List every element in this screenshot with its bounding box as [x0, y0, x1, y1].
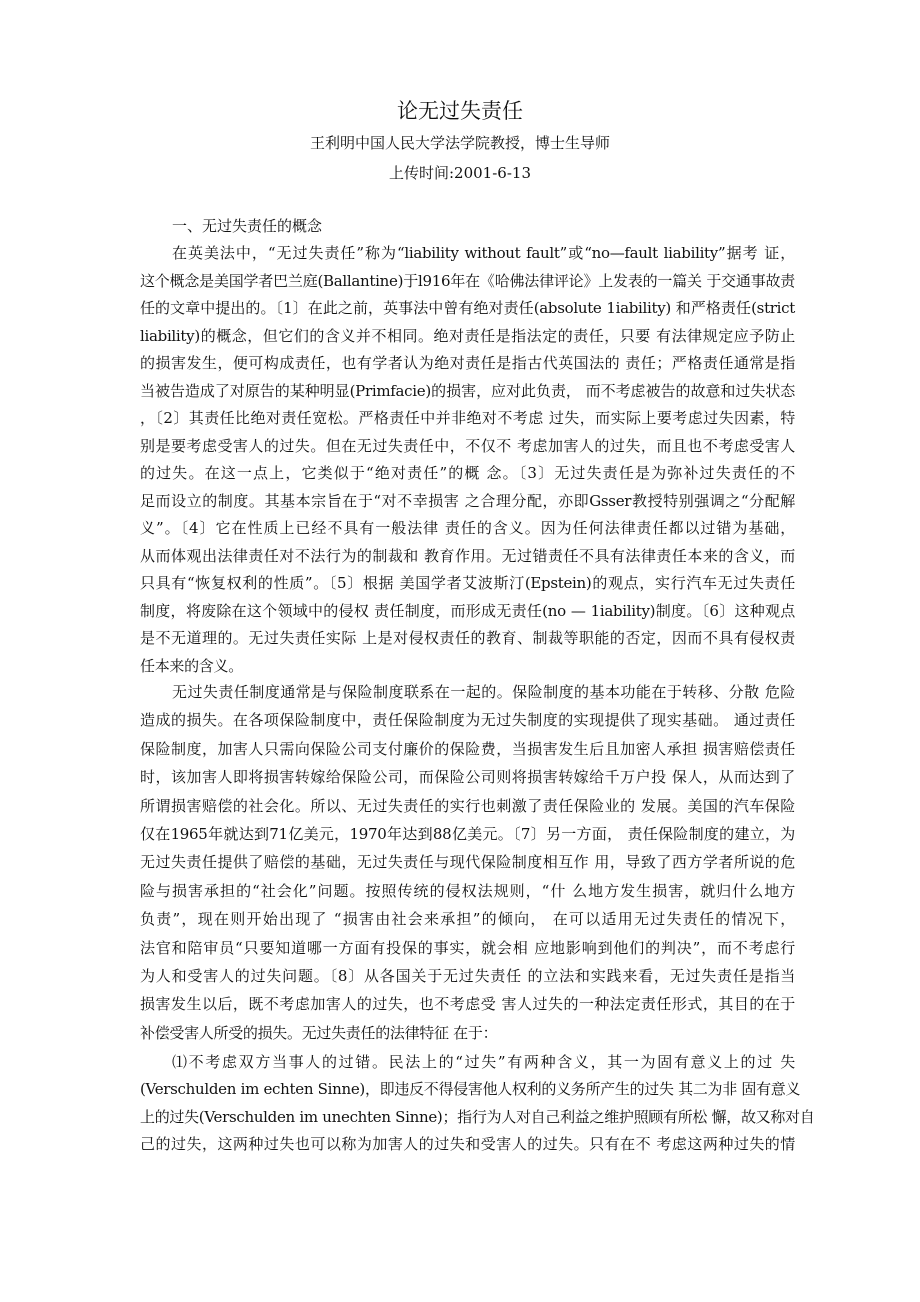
paragraph-2-line: 法官和陪审员“只要知道哪一方面有投保的事实，就会相 应地影响到他们的判决”，而不考虑行 — [140, 938, 795, 957]
paragraph-2-line: 时，该加害人即将损害转嫁给保险公司，而保险公司则将损害转嫁给千万户投 保人，从而达到了 — [140, 768, 795, 787]
paragraph-1-line: 制度，将废除在这个领域中的侵权 责任制度，而形成无责任(no — 1iability)制度。〔6〕这种观点 — [140, 601, 795, 620]
paragraph-2-line: 保险制度，加害人只需向保险公司支付廉价的保险费，当损害发生后且加密人承担 损害赔偿责任 — [140, 739, 795, 758]
paragraph-1-line: 从而体观出法律责任对不法行为的制裁和 教育作用。无过错责任不具有法律责任本来的含义，而 — [140, 546, 795, 565]
paragraph-1-line: 任本来的含义。 — [140, 656, 243, 675]
paragraph-1-line: 这个概念是美国学者巴兰庭(Ballantine)于l916年在《哈佛法律评论》上发表的一篇关 于交通事故责 — [140, 271, 796, 290]
paragraph-1-line: 是不无道理的。无过失责任实际 上是对侵权责任的教育、制裁等职能的否定，因而不具有侵权责 — [140, 629, 795, 647]
document-title: 论无过失责任 — [397, 99, 523, 123]
section-heading: 一、无过失责任的概念 — [172, 217, 323, 235]
paragraph-2-line: 险与损害承担的“社会化”问题。按照传统的侵权法规则，“什 么地方发生损害，就归什么地方 — [140, 881, 795, 900]
paragraph-1-line: 义”。〔4〕它在性质上已经不具有一般法律 责任的含义。因为任何法律责任都以过错为基础， — [140, 519, 795, 537]
paragraph-1-line: 的过失。在这一点上，它类似于“绝对责任”的概 念。〔3〕无过失责任是为弥补过失责任的不 — [140, 464, 795, 482]
paragraph-2-line: 无过失责任提供了赔偿的基础，无过失责任与现代保险制度相互作 用，导致了西方学者所说的危 — [140, 853, 795, 872]
paragraph-2-line: 为人和受害人的过失问题。〔8〕从各国关于无过失责任 的立法和实践来看，无过失责任是指当 — [140, 967, 795, 985]
paragraph-3-line: ⑴不考虑双方当事人的过错。民法上的“过失”有两种含义，其一为固有意义上的过 失 — [172, 1053, 795, 1071]
paragraph-2-line: 无过失责任制度通常是与保险制度联系在一起的。保险制度的基本功能在于转移、分散 危险 — [172, 683, 795, 701]
paragraph-2-line: 仅在1965年就达到71亿美元，1970年达到88亿美元。〔7〕另一方面， 责任保险制度的建立，为 — [140, 825, 795, 843]
paragraph-1-line: ，〔2〕其责任比绝对责任宽松。严格责任中并非绝对不考虑 过失，而实际上要考虑过失因素，特 — [140, 409, 795, 427]
paragraph-1-line: 在英美法中，“无过失责任”称为“liability without fault”或“no—fault liability”据考 证， — [172, 244, 795, 262]
author-line: 王利明中国人民大学法学院教授，博士生导师 — [309, 134, 610, 152]
paragraph-2-line: 补偿受害人所受的损失。无过失责任的法律特征 在于： — [140, 1023, 498, 1042]
paragraph-1-line: 只具有“恢复权利的性质”。〔5〕根据 美国学者艾波斯汀(Epstein)的观点，实行汽车无过失责任 — [140, 574, 795, 592]
paragraph-1-line: 任的文章中提出的。〔1〕在此之前，英事法中曾有绝对责任(absolute 1iability) 和严格责任(strict — [140, 299, 795, 317]
paragraph-3-line: (Verschulden im echten Sinne)，即违反不得侵害他人权利的义务所产生的过失 其二为非 固有意义 — [140, 1080, 801, 1099]
paragraph-1-line: 的损害发生，便可构成责任，也有学者认为绝对责任是指古代英国法的 责任；严格责任通常是指 — [140, 354, 795, 372]
paragraph-1-line: 别是要考虑受害人的过失。但在无过失责任中，不仅不 考虑加害人的过失，而且也不考虑受害人 — [140, 436, 795, 455]
paragraph-3-line: 己的过失，这两种过失也可以称为加害人的过失和受害人的过失。只有在不 考虑这两种过失的情 — [140, 1134, 795, 1153]
upload-date: 上传时间:2001-6-13 — [389, 164, 531, 182]
paragraph-2-line: 损害发生以后，既不考虑加害人的过失，也不考虑受 害人过失的一种法定责任形式，其目的在于 — [140, 995, 795, 1014]
paragraph-2-line: 所谓损害赔偿的社会化。所以、无过失责任的实行也刺激了责任保险业的 发展。美国的汽车保险 — [140, 796, 795, 815]
paragraph-2-line: 造成的损失。在各项保险制度中，责任保险制度为无过失制度的实现提供了现实基础。 通过责任 — [140, 711, 795, 730]
paragraph-3-line: 上的过失(Verschulden im unechten Sinne)；指行为人对自己利益之维护照顾有所松 懈，故又称对自 — [140, 1107, 815, 1126]
paragraph-1-line: 足而设立的制度。其基本宗旨在于“对不幸损害 之合理分配，亦即Gsser教授特别强调之“分配解 — [140, 491, 795, 510]
paragraph-2-line: 负责”，现在则开始出现了 “损害由社会来承担”的倾向， 在可以适用无过失责任的情况下， — [140, 910, 795, 929]
paragraph-1-line: liability)的概念，但它们的含义并不相同。绝对责任是指法定的责任，只要 有法律规定应予防止 — [140, 326, 795, 345]
paragraph-1-line: 当被告造成了对原告的某种明显(Primfacie)的损害，应对此负责， 而不考虑被告的故意和过失状态 — [140, 381, 795, 400]
